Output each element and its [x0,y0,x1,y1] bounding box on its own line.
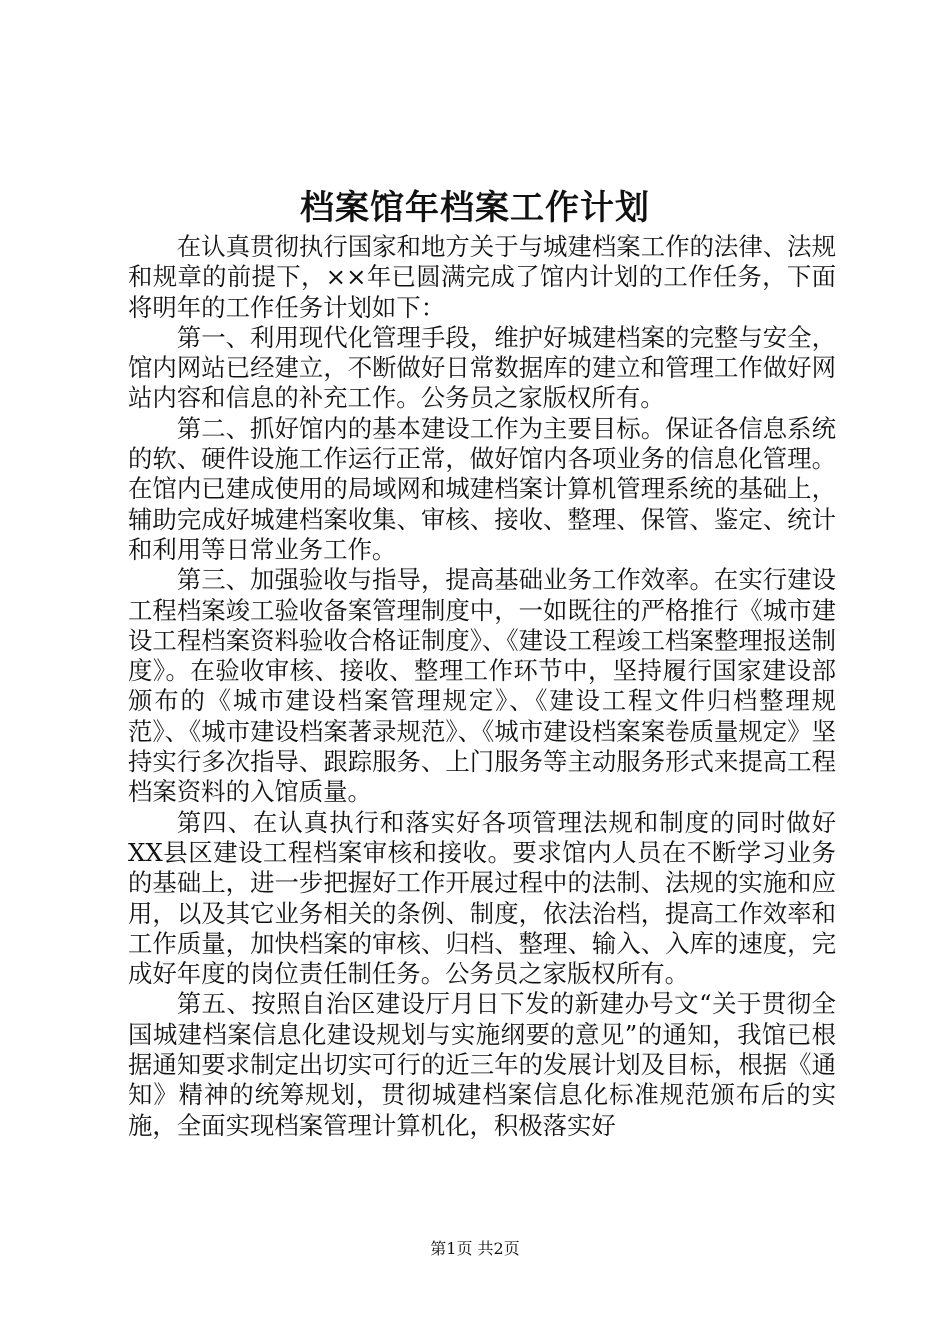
paragraph-5: 第五、按照自治区建设厅月日下发的新建办号文“关于贯彻全国城建档案信息化建设规划与实施纲要的意见”的通知，我馆已根据通知要求制定出切实可行的近三年的发展计划及目标，根据《通知》精神的统筹规划，贯彻城建档案信息化标准规范颁布后的实施，全面实现档案管理计算机化，积极落实好 [128,989,836,1140]
paragraph-1: 第一、利用现代化管理手段，维护好城建档案的完整与安全，馆内网站已经建立，不断做好日常数据库的建立和管理工作做好网站内容和信息的补充工作。公务员之家版权所有。 [128,322,836,413]
paragraph-2: 第二、抓好馆内的基本建设工作为主要目标。保证各信息系统的软、硬件设施工作运行正常，做好馆内各项业务的信息化管理。在馆内已建成使用的局域网和城建档案计算机管理系统的基础上，辅助完成好城建档案收集、审核、接收、整理、保管、鉴定、统计和利用等日常业务工作。 [128,413,836,564]
paragraph-4: 第四、在认真执行和落实好各项管理法规和制度的同时做好XX县区建设工程档案审核和接收。要求馆内人员在不断学习业务的基础上，进一步把握好工作开展过程中的法制、法规的实施和应用，以及其它业务相关的条例、制度，依法治档，提高工作效率和工作质量，加快档案的审核、归档、整理、输入、入库的速度，完成好年度的岗位责任制任务。公务员之家版权所有。 [128,807,836,989]
paragraph-intro: 在认真贯彻执行国家和地方关于与城建档案工作的法律、法规和规章的前提下，××年已圆满完成了馆内计划的工作任务，下面将明年的工作任务计划如下： [128,232,836,322]
document-title: 档案馆年档案工作计划 [300,188,650,228]
document-body [128,232,836,1141]
paragraph-3: 第三、加强验收与指导，提高基础业务工作效率。在实行建设工程档案竣工验收备案管理制度中，一如既往的严格推行《城市建设工程档案资料验收合格证制度》、《建设工程竣工档案整理报送制度》。在验收审核、接收、整理工作环节中，坚持履行国家建设部颁布的《城市建设档案管理规定》、《建设工程文件归档整理规范》、《城市建设档案著录规范》、《城市建设档案案卷质量规定》坚持实行多次指导、跟踪服务、上门服务等主动服务形式来提高工程档案资料的入馆质量。 [128,565,836,807]
page-number-footer: 第1页 共2页 [430,1239,520,1258]
